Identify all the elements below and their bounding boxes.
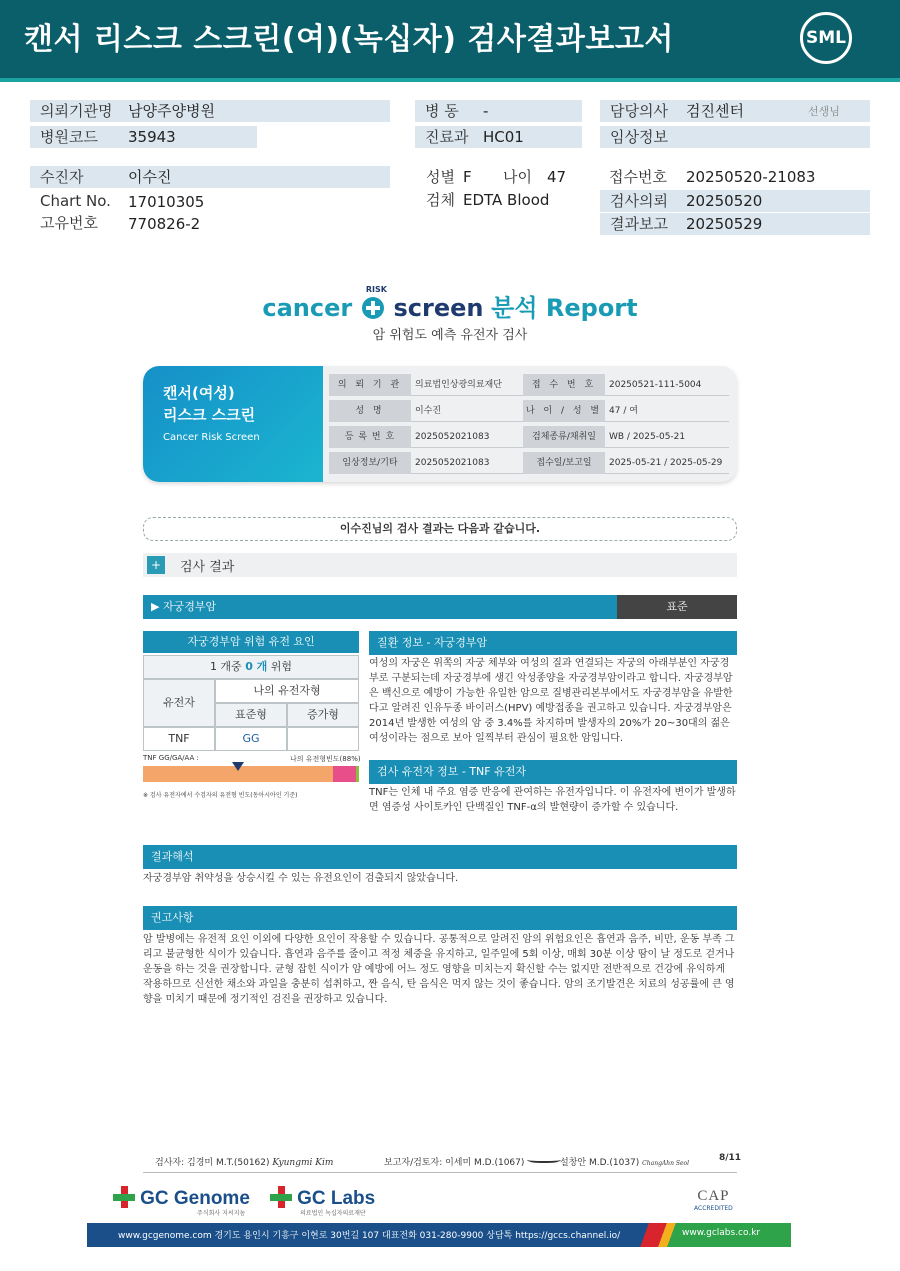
card-row (329, 426, 729, 448)
freq-bar-end (356, 766, 359, 782)
brand-risk: RISK (365, 285, 387, 294)
advice-title: 권고사항 (143, 906, 737, 930)
bottom-bar-accent (640, 1223, 676, 1247)
card-label: 접수일/보고일 (523, 452, 605, 474)
clinical-label: 임상정보 (610, 128, 668, 146)
normal-header: 표준형 (215, 703, 287, 727)
disease-title: 질환 정보 - 자궁경부암 (369, 631, 737, 655)
gc-cross-icon (270, 1186, 292, 1208)
interpretation-text: 자궁경부암 취약성을 상승시킬 수 있는 유전요인이 검출되지 않았습니다. (143, 873, 459, 884)
dept-value: HC01 (483, 128, 524, 146)
brand-report: 분석 Report (491, 294, 638, 322)
card-title-1: 캔서(여성) (163, 384, 235, 402)
card-label: 나 이 / 성 별 (523, 400, 605, 422)
gene-info-text: TNF는 인체 내 주요 염증 반응에 관여하는 유전자입니다. 이 유전자에 변이가 발생하면 염증성 사이토카인 단백질인 TNF-α의 발현량이 증가할 수 있습니다. (369, 787, 736, 813)
specimen-label: 검체 (426, 191, 455, 209)
receipt-value: 20250520-21083 (686, 168, 816, 186)
doctor-suffix: 선생님 (808, 105, 840, 118)
card-row (329, 400, 729, 422)
age-label: 나이 (503, 168, 532, 186)
patient-card (143, 366, 737, 482)
footer-divider (143, 1172, 737, 1173)
advice-text: 암 발병에는 유전적 요인 이외에 다양한 요인이 작용할 수 있습니다. 공통적으로 알려진 암의 위험요인은 흡연과 음주, 비만, 운동 부족 그리고 불균형한 식이가 있습니다. 흡연과 음주를 줄이고 적정 체중을 유지하고, 일주일에 5회 이상, 매회 30분 이상 땀이 날 정도로 걷거나 운동을 하는 것을 권장합니다. 균형 잡힌 식이가 암 예방에 어느 정도 영향을 미치는지 확신할 수는 없지만 전반적으로 건강에 유익하게 작용하므로 신선한 채소와 과일을 충분히 섭취하고, 짠 음식, 탄 음식은 먹지 않는 것이 좋습니다. 암의 조기발견은 치료의 성공률에 큰 영향을 미치기 때문에 정기적인 검진을 권장하고 있습니다. (143, 934, 735, 1005)
risk-summary (143, 655, 359, 679)
reporter2-signature: ChangAhn Seol (642, 1160, 690, 1167)
brand-cancer: cancer (262, 294, 353, 322)
tester-name: 김경미 M.T.(50162) (187, 1158, 270, 1168)
card-value: 20250521-111-5004 (605, 374, 729, 396)
page-number: 8/11 (719, 1153, 742, 1163)
brand1-sub: 주식회사 지씨지놈 (197, 1210, 246, 1217)
code-value: 35943 (128, 128, 176, 146)
reporter2 (560, 1155, 689, 1168)
ward-label: 병 동 (425, 102, 459, 120)
cap-text: CAP (697, 1188, 730, 1204)
brand1: GC Genome (140, 1188, 250, 1209)
genotype-marker-icon (232, 762, 244, 771)
freq-bar-high (333, 766, 356, 782)
tester-signature: Kyungmi Kim (272, 1158, 334, 1168)
reporter-label: 보고자/검토자: (384, 1158, 443, 1168)
sex-value: F (463, 168, 472, 186)
ward-row (415, 100, 582, 122)
summary-pre: 1 개중 (209, 660, 246, 673)
card-label: 의 뢰 기 관 (329, 374, 411, 396)
increased-header: 증가형 (287, 703, 359, 727)
summary-count: 0 개 (245, 660, 268, 673)
site2: www.gclabs.co.kr (682, 1228, 761, 1238)
card-value: 2025052021083 (411, 426, 523, 448)
card-table (329, 374, 729, 474)
card-value: 의료법인상광의료재단 (411, 374, 523, 396)
freq-mine-label: 나의 유전형빈도(88%) (290, 755, 361, 763)
section-title: 검사 결과 (180, 560, 235, 575)
gc-genome-logo (113, 1186, 250, 1217)
tester-label: 검사자: (155, 1158, 185, 1168)
request-value: 20250520 (686, 192, 763, 210)
report-title: 캔서 리스크 스크린(여)(녹십자) 검사결과보고서 (24, 22, 674, 57)
gene-header: 유전자 (143, 679, 215, 727)
gc-labs-logo (270, 1186, 375, 1217)
report-value: 20250529 (686, 215, 763, 233)
card-label: 등 록 번 호 (329, 426, 411, 448)
org-label: 의뢰기관명 (40, 102, 113, 120)
card-value: 2025-05-21 / 2025-05-29 (605, 452, 729, 474)
interpretation-title: 결과해석 (143, 845, 737, 869)
ward-value: - (483, 102, 489, 120)
reporter (384, 1155, 561, 1168)
risk-table-header: 자궁경부암 위험 유전 요인 (143, 631, 359, 653)
gene-name: TNF (143, 727, 215, 751)
patient-row (30, 166, 390, 188)
card-value: WB / 2025-05-21 (605, 426, 729, 448)
sml-logo: SML (800, 12, 852, 64)
brand-subtitle: 암 위험도 예측 유전자 검사 (372, 328, 528, 343)
card-label: 접 수 번 호 (523, 374, 605, 396)
gene-info-title: 검사 유전자 정보 - TNF 유전자 (369, 760, 737, 784)
card-value: 2025052021083 (411, 452, 523, 474)
sex-label: 성별 (426, 168, 455, 186)
tester (155, 1155, 333, 1168)
card-value: 47 / 여 (605, 400, 729, 422)
clinical-row (600, 126, 870, 148)
report-label: 결과보고 (610, 215, 668, 233)
card-title-2: 리스크 스크린 (163, 406, 256, 424)
receipt-label: 접수번호 (609, 168, 667, 186)
freq-note: ※ 검사 유전자에서 수검자의 유전형 빈도(동아시아인 기준) (143, 792, 298, 799)
card-value: 이수진 (411, 400, 523, 422)
cap-logo (694, 1188, 733, 1212)
doctor-value: 검진센터 (686, 102, 744, 120)
brand-screen: screen (393, 294, 484, 322)
card-label: 검체종류/채취일 (523, 426, 605, 448)
reporter-signature (527, 1155, 561, 1163)
disease-text: 여성의 자궁은 위쪽의 자궁 체부와 여성의 질과 연결되는 자궁의 아래부분인 자궁경부로 구분되는데 자궁경부에 생긴 악성종양을 자궁경부암이라고 합니다. 자궁경부암은 백신으로 예방이 가능한 유일한 암으로 질병관리본부에서도 자궁경부암을 유발한다고 알려진 인유두종 바이러스(HPV) 예방접종을 권고하고 있습니다. 자궁경부암은 2014년 발생한 여성의 암 중 3.4%를 차지하며 발생자의 20%가 20~30대의 젊은 여성이라는 점으로 보아 일찍부터 관심이 필요한 암입니다. (369, 658, 733, 744)
card-title-3: Cancer Risk Screen (163, 432, 260, 443)
freq-bar (143, 766, 359, 782)
specimen-value: EDTA Blood (463, 191, 550, 209)
card-label: 성 명 (329, 400, 411, 422)
genotype-value: GG (215, 727, 287, 751)
org-value: 남양주양병원 (128, 102, 215, 120)
header-stripe (0, 78, 900, 82)
result-banner: 이수진님의 검사 결과는 다음과 같습니다. (143, 517, 737, 541)
doctor-label: 담당의사 (610, 102, 668, 120)
card-label: 임상정보/기타 (329, 452, 411, 474)
increased-cell (287, 727, 359, 751)
dept-label: 진료과 (425, 128, 469, 146)
my-type-header: 나의 유전자형 (215, 679, 359, 703)
uid-value: 770826-2 (128, 215, 201, 233)
brand-plus-icon (362, 285, 387, 319)
freq-label: TNF GG/GA/AA : (143, 754, 199, 762)
card-row (329, 452, 729, 474)
cancer-name: ▶ 자궁경부암 (143, 595, 617, 619)
brand2-sub: 의료법인 녹십자의료재단 (300, 1210, 366, 1217)
card-row (329, 374, 729, 396)
request-label: 검사의뢰 (610, 192, 668, 210)
gc-cross-icon (113, 1186, 135, 1208)
chart-value: 17010305 (128, 193, 205, 211)
brand-title (0, 285, 900, 323)
card-banner (143, 366, 323, 482)
address: www.gcgenome.com 경기도 용인시 기흥구 이현로 30번길 107 대표전화 031-280-9900 상담톡 https://gccs.channel.io/ (118, 1231, 621, 1241)
patient-label: 수진자 (40, 168, 84, 186)
age-value: 47 (547, 168, 567, 186)
reporter-name: 이세미 M.D.(1067) (445, 1158, 525, 1168)
code-label: 병원코드 (40, 128, 98, 146)
medical-kit-icon: + (147, 556, 165, 574)
status-badge: 표준 (617, 595, 737, 619)
patient-value: 이수진 (128, 168, 172, 186)
cap-sub: ACCREDITED (694, 1205, 733, 1212)
summary-post: 위험 (267, 660, 293, 673)
reporter2-name: 설창안 M.D.(1037) (560, 1158, 640, 1168)
uid-label: 고유번호 (40, 214, 98, 232)
chart-label: Chart No. (40, 192, 111, 210)
brand2: GC Labs (297, 1188, 376, 1209)
